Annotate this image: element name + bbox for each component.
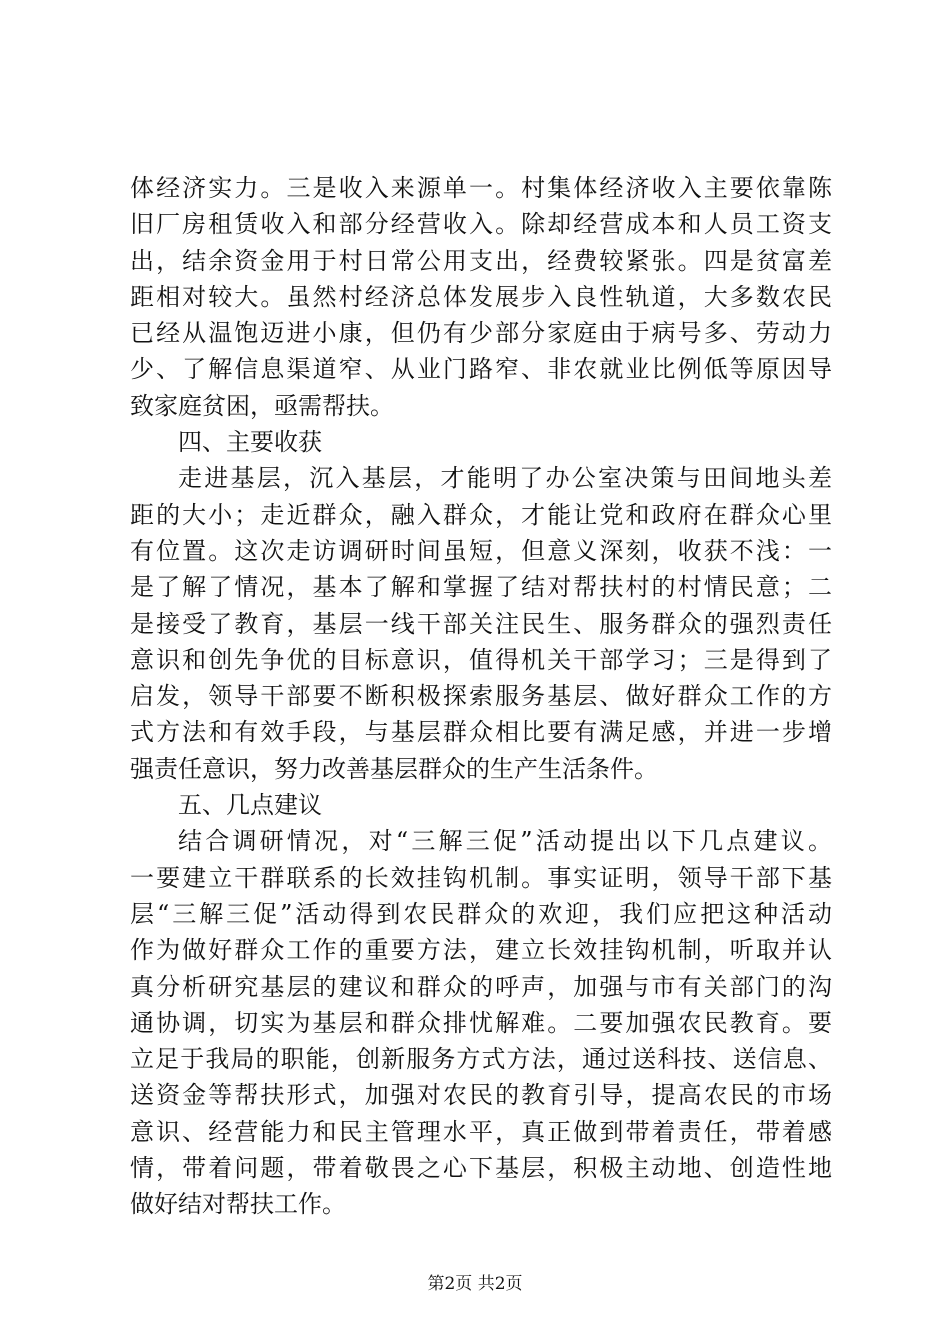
text-line: 走进基层，沉入基层，才能明了办公室决策与田间地头差 (178, 464, 832, 493)
text-line: 情，带着问题，带着敬畏之心下基层，积极主动地、创造性地 (130, 1154, 832, 1183)
document-body (130, 170, 832, 1223)
text-line: 旧厂房租赁收入和部分经营收入。除却经营成本和人员工资支 (130, 210, 832, 239)
text-line: 距的大小；走近群众，融入群众，才能让党和政府在群众心里 (130, 500, 832, 529)
text-line: 少、了解信息渠道窄、从业门路窄、非农就业比例低等原因导 (130, 355, 832, 384)
text-line: 是接受了教育，基层一线干部关注民生、服务群众的强烈责任 (130, 609, 832, 638)
text-line: 已经从温饱迈进小康，但仍有少部分家庭由于病号多、劳动力 (130, 319, 832, 348)
text-line: 体经济实力。三是收入来源单一。村集体经济收入主要依靠陈 (130, 174, 832, 202)
text-line: 结合调研情况，对“三解三促”活动提出以下几点建议。 (178, 827, 832, 856)
text-line: 有位置。这次走访调研时间虽短，但意义深刻，收获不浅：一 (130, 536, 832, 565)
text-line: 是了解了情况，基本了解和掌握了结对帮扶村的村情民意；二 (130, 573, 832, 602)
text-line: 作为做好群众工作的重要方法，建立长效挂钩机制，听取并认 (130, 936, 832, 965)
text-line: 送资金等帮扶形式，加强对农民的教育引导，提高农民的市场 (130, 1081, 832, 1110)
text-line: 四、主要收获 (178, 428, 322, 457)
text-line: 意识、经营能力和民主管理水平，真正做到带着责任，带着感 (130, 1117, 832, 1146)
text-line: 通协调，切实为基层和群众排忧解难。二要加强农民教育。要 (130, 1008, 832, 1037)
text-line: 强责任意识，努力改善基层群众的生产生活条件。 (130, 754, 658, 783)
text-line: 距相对较大。虽然村经济总体发展步入良性轨道，大多数农民 (130, 282, 832, 311)
text-line: 致家庭贫困，亟需帮扶。 (130, 391, 394, 420)
text-line: 一要建立干群联系的长效挂钩机制。事实证明，领导干部下基 (130, 863, 832, 892)
text-line: 做好结对帮扶工作。 (130, 1190, 346, 1219)
text-line: 立足于我局的职能，创新服务方式方法，通过送科技、送信息、 (130, 1045, 832, 1074)
text-line: 启发，领导干部要不断积极探索服务基层、做好群众工作的方 (130, 682, 832, 711)
text-line: 意识和创先争优的目标意识，值得机关干部学习；三是得到了 (130, 645, 832, 674)
text-line: 层“三解三促”活动得到农民群众的欢迎，我们应把这种活动 (130, 899, 832, 928)
text-line: 真分析研究基层的建议和群众的呼声，加强与市有关部门的沟 (130, 972, 832, 1001)
text-line: 五、几点建议 (178, 791, 322, 820)
text-line: 式方法和有效手段，与基层群众相比要有满足感，并进一步增 (130, 718, 832, 747)
page-number-footer: 第2页 共2页 (427, 1274, 523, 1294)
text-line: 出，结余资金用于村日常公用支出，经费较紧张。四是贫富差 (130, 246, 832, 275)
